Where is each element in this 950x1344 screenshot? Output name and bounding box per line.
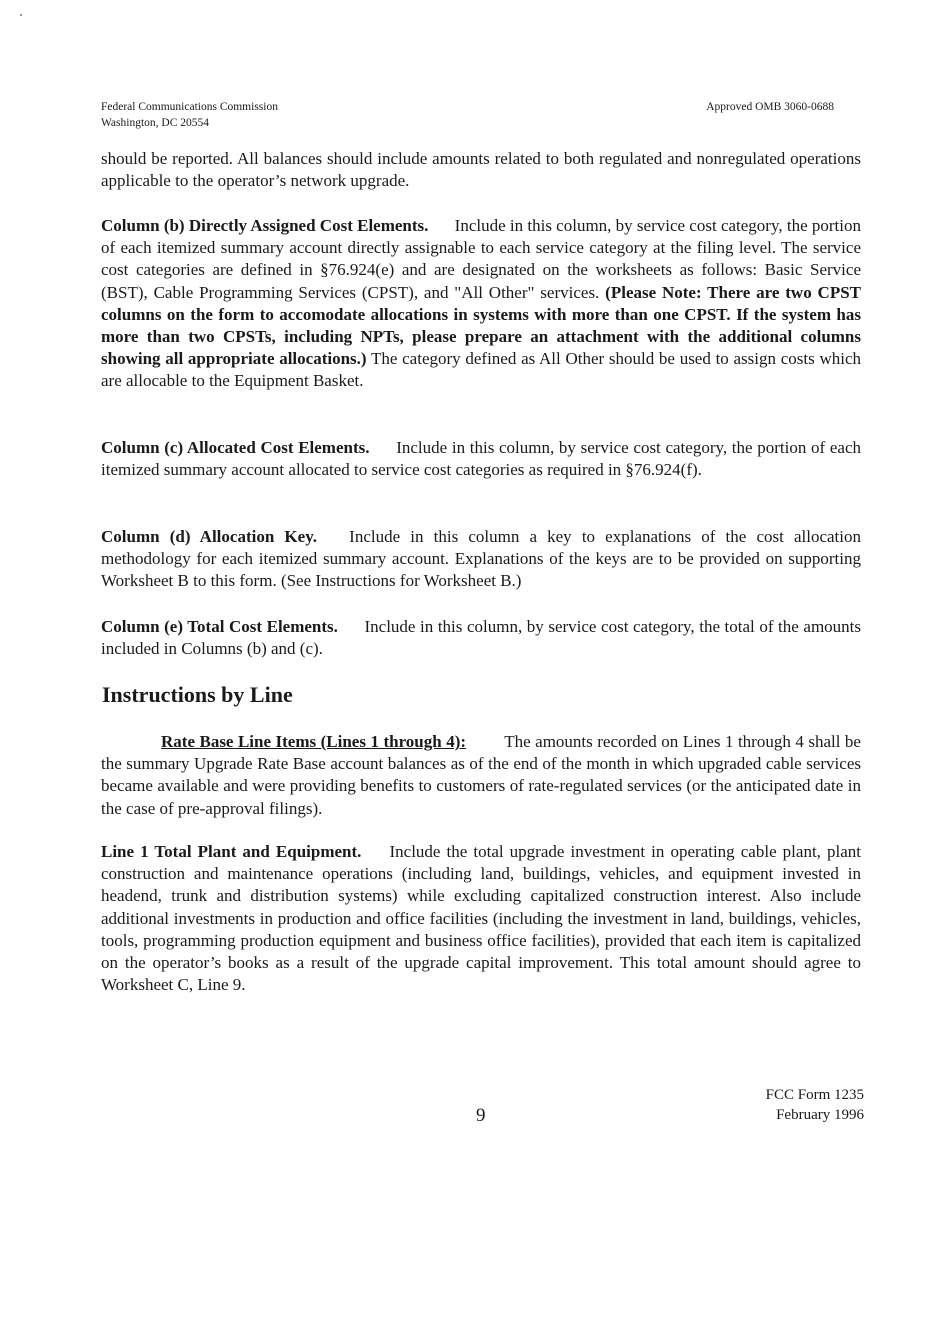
header-left — [101, 99, 278, 131]
column-b-text: Include in this column, by service cost category, the portion of each itemized summary account directly assignable to each service category at the filing level. The service cost categories are defined in §76.924(e) and are designated on the worksheets as follows: Basic Service (BST), Cable Programming Services (CPST), and "All Other" services. — [101, 216, 861, 302]
section-title: Instructions by Line — [102, 682, 293, 707]
agency-name: Federal Communications Commission — [101, 101, 278, 113]
rate-base-paragraph — [101, 731, 861, 820]
line-1-paragraph — [101, 841, 861, 996]
column-c-paragraph — [101, 437, 861, 481]
agency-location: Washington, DC 20554 — [101, 117, 210, 129]
page-number: 9 — [476, 1105, 486, 1126]
column-b-paragraph — [101, 215, 861, 393]
column-b-note: (Please Note: There are two CPST columns on the form to accomodate allocations in systems with more than one CPST. If the system has more than two CPSTs, including NPTs, please prepare an attachment with the additional columns showing all appropriate allocations.) — [101, 282, 862, 369]
column-b-heading: Column (b) Directly Assigned Cost Elements. — [101, 216, 429, 235]
rate-base-heading: Rate Base Line Items (Lines 1 through 4): — [161, 732, 467, 751]
line-1-text: Include the total upgrade investment in operating cable plant, plant construction and maintenance operations (including land, buildings, vehicles, and equipment invested in headend, trunk and distribution systems) while excluding capitalized construction interest. Also include additional investments in production and office facilities (including the investment in land, buildings, vehicles, tools, programming production equipment and business office facilities), provided that each item is capitalized on the operator’s books as a result of the upgrade capital improvement. This total amount should agree to Worksheet C, Line 9. — [101, 842, 861, 995]
column-d-text: Include in this column a key to explanations of the cost allocation methodology for each itemized summary account. Explanations of the keys are to be provided on supporting Worksheet B to this form. (See Instructions for Worksheet B.) — [101, 527, 861, 591]
column-c-heading: Column (c) Allocated Cost Elements. — [101, 438, 370, 457]
form-name: FCC Form 1235 — [765, 1087, 864, 1103]
column-e-paragraph — [101, 616, 861, 660]
column-e-heading: Column (e) Total Cost Elements. — [101, 617, 338, 636]
column-c-text: Include in this column, by service cost category, the portion of each itemized summary account allocated to service cost categories as required in §76.924(f). — [101, 438, 862, 480]
column-b-text-2: The category defined as All Other should be used to assign costs which are allocable to the Equipment Basket. — [101, 349, 861, 391]
intro-paragraph: should be reported. All balances should include amounts related to both regulated and nonregulated operations applicable to the operator’s network upgrade. — [101, 149, 861, 191]
scan-speck — [20, 14, 22, 16]
column-d-heading: Column (d) Allocation Key. — [101, 527, 318, 546]
form-date: February 1996 — [776, 1107, 864, 1123]
rate-base-text: The amounts recorded on Lines 1 through 4 shall be the summary Upgrade Rate Base account balances as of the end of the month in which upgraded cable services became available and were providing benefits to customers of rate-regulated services (or the anticipated date in the case of pre-approval filings). — [101, 732, 861, 818]
omb-approval: Approved OMB 3060-0688 — [706, 101, 834, 113]
column-e-text: Include in this column, by service cost category, the total of the amounts included in Columns (b) and (c). — [101, 617, 862, 659]
line-1-heading: Line 1 Total Plant and Equipment. — [101, 842, 362, 861]
column-d-paragraph — [101, 526, 861, 593]
form-id-block — [766, 1085, 864, 1125]
